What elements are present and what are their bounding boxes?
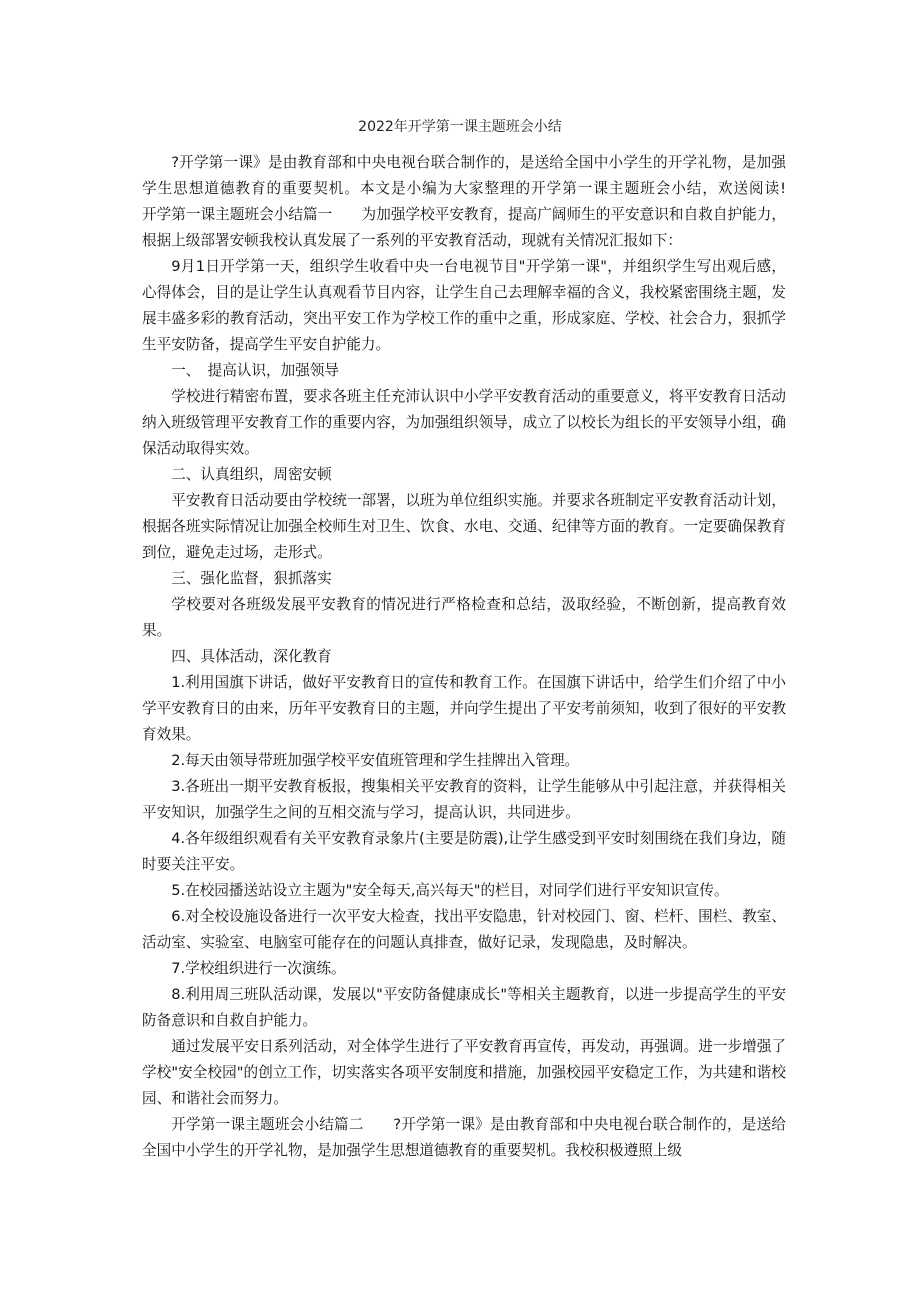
list-item: 8.利用周三班队活动课，发展以"平安防备健康成长"等相关主题教育，以进一步提高学生的平安防备意识和自救自护能力。 (142, 986, 786, 1029)
paragraph: 开学第一课主题班会小结篇二 ?开学第一课》是由教育部和中央电视台联合制作的，是送给全国中小学生的开学礼物，是加强学生思想道德教育的重要契机。我校积极遵照上级 (142, 1116, 786, 1159)
paragraph-intro: ?开学第一课》是由教育部和中央电视台联合制作的，是送给全国中小学生的开学礼物，是加强学生思想道德教育的重要契机。本文是小编为大家整理的开学第一课主题班会小结，欢送阅读! 开学第一课主题班会小结篇一 为加强学校平安教育，提高广阔师生的平安意识和自救自护能力，根据上级部署安顿我校认真发展了一系列的平安教育活动，现就有关情况汇报如下： (142, 154, 816, 249)
paragraph: 通过发展平安日系列活动，对全体学生进行了平安教育再宣传，再发动，再强调。进一步增强了学校"安全校园"的创立工作，切实落实各项平安制度和措施，加强校园平安稳定工作，为共建和谐校园、和谐社会而努力。 (142, 1038, 786, 1107)
section-heading: 二、认真组织，周密安顿 (171, 466, 332, 483)
list-item: 3.各班出一期平安教育板报，搜集相关平安教育的资料，让学生能够从中引起注意，并获得相关平安知识，加强学生之间的互相交流与学习，提高认识，共同进步。 (142, 778, 786, 821)
list-item: 4.各年级组织观看有关平安教育录象片(主要是防震),让学生感受到平安时刻围绕在我们身边，随时要关注平安。 (142, 830, 786, 873)
paragraph: 学校进行精密布置，要求各班主任充沛认识中小学平安教育活动的重要意义，将平安教育日活动纳入班级管理平安教育工作的重要内容，为加强组织领导，成立了以校长为组长的平安领导小组，确保活动取得实效。 (142, 388, 786, 457)
paragraph: 平安教育日活动要由学校统一部署，以班为单位组织实施。并要求各班制定平安教育活动计划，根据各班实际情况让加强全校师生对卫生、饮食、水电、交通、纪律等方面的教育。一定要确保教育到位，避免走过场，走形式。 (142, 492, 786, 561)
paragraph: 学校要对各班级发展平安教育的情况进行严格检查和总结，汲取经验，不断创新，提高教育效果。 (142, 596, 786, 639)
section-heading: 三、强化监督，狠抓落实 (171, 570, 332, 587)
list-item: 5.在校园播送站设立主题为"安全每天,高兴每天"的栏目，对同学们进行平安知识宣传。 (171, 882, 729, 899)
list-item: 6.对全校设施设备进行一次平安大检查，找出平安隐患，针对校园门、窗、栏杆、围栏、教室、活动室、实验室、电脑室可能存在的问题认真排查，做好记录，发现隐患，及时解决。 (142, 908, 786, 951)
section-heading: 一、 提高认识，加强领导 (171, 362, 340, 379)
list-item: 7.学校组织进行一次演练。 (171, 960, 346, 977)
paragraph: 9月1日开学第一天，组织学生收看中央一台电视节目"开学第一课"，并组织学生写出观后感，心得体会，目的是让学生认真观看节目内容，让学生自己去理解幸福的含义，我校紧密围绕主题，发展丰盛多彩的教育活动，突出平安工作为学校工作的重中之重，形成家庭、学校、社会合力，狠抓学生平安防备，提高学生平安自护能力。 (142, 258, 786, 353)
list-item: 2.每天由领导带班加强学校平安值班管理和学生挂牌出入管理。 (171, 752, 580, 769)
document-body (142, 150, 816, 1164)
section-heading: 四、具体活动，深化教育 (171, 648, 332, 665)
list-item: 1.利用国旗下讲话，做好平安教育日的宣传和教育工作。在国旗下讲话中，给学生们介绍了中小学平安教育日的由来，历年平安教育日的主题，并向学生提出了平安考前须知，收到了很好的平安教育效果。 (142, 674, 786, 743)
document-title: 2022年开学第一课主题班会小结 (358, 119, 562, 135)
